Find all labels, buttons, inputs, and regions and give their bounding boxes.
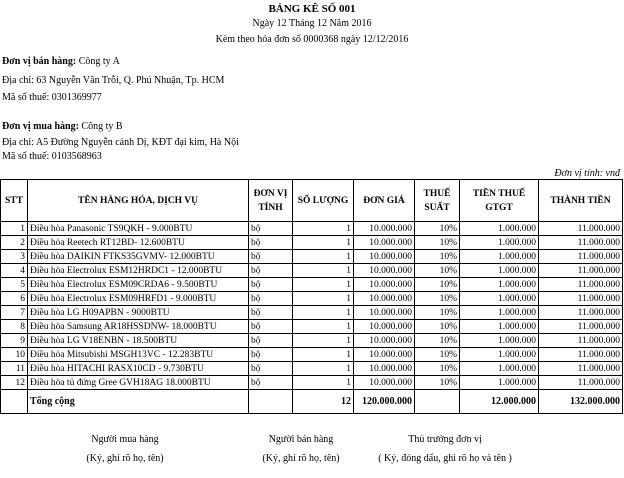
cell-tax-rate: 10% [415,236,460,250]
cell-tax-amount: 1.000.000 [460,376,539,390]
cell-qty: 1 [293,292,354,306]
table-row [1,362,623,376]
col-header-amount: THÀNH TIỀN [539,180,623,222]
cell-stt: 6 [1,292,28,306]
signature-buyer [60,434,190,464]
cell-qty: 1 [293,250,354,264]
seller-address: Địa chỉ: 63 Nguyễn Văn Trỗi, Q. Phú Nhuận, Tp. HCM [2,75,225,86]
cell-stt: 3 [1,250,28,264]
table-row [1,264,623,278]
cell-item-name: Điều hòa Electrolux ESM09CRDA6 - 9.500BTU [28,278,249,292]
cell-qty: 1 [293,278,354,292]
document-title: BẢNG KÊ SỐ 001 [268,3,356,15]
cell-price: 10.000.000 [354,320,415,334]
cell-item-name: Điều hòa Mitsubishi MSGH13VC - 12.283BTU [28,348,249,362]
cell-amount: 11.000.000 [539,222,623,236]
cell-tax-amount: 1.000.000 [460,320,539,334]
signature-role: Người mua hàng [91,434,159,445]
cell-tax-amount: 1.000.000 [460,278,539,292]
cell-stt: 12 [1,376,28,390]
buyer-address: Địa chỉ: A5 Đường Nguyễn cảnh Dị, KĐT đại kim, Hà Nội [2,137,239,148]
table-row [1,236,623,250]
cell-qty: 1 [293,264,354,278]
buyer-name: Công ty B [81,121,123,132]
total-stt-cell [1,390,28,414]
signature-role: Người bán hàng [268,434,334,445]
col-header-tax-rate: THUẾ SUẤT [415,180,460,222]
cell-item-name: Điều hòa LG H09APBN - 9000BTU [28,306,249,320]
cell-item-name: Điều hòa Samsung AR18HSSDNW- 18.000BTU [28,320,249,334]
cell-qty: 1 [293,362,354,376]
total-label: Tổng cộng [28,390,249,414]
signature-director [365,434,525,464]
cell-unit: bộ [249,278,293,292]
table-row [1,292,623,306]
cell-item-name: Điều hòa tủ đứng Gree GVH18AG 18.000BTU [28,376,249,390]
cell-unit: bộ [249,222,293,236]
cell-price: 10.000.000 [354,236,415,250]
total-amount: 132.000.000 [539,390,623,414]
cell-amount: 11.000.000 [539,334,623,348]
cell-amount: 11.000.000 [539,250,623,264]
table-row [1,376,623,390]
cell-tax-rate: 10% [415,348,460,362]
cell-stt: 9 [1,334,28,348]
cell-qty: 1 [293,376,354,390]
table-row [1,320,623,334]
total-price: 120.000.000 [354,390,415,414]
cell-tax-amount: 1.000.000 [460,264,539,278]
cell-tax-amount: 1.000.000 [460,348,539,362]
cell-tax-rate: 10% [415,264,460,278]
cell-tax-rate: 10% [415,250,460,264]
cell-unit: bộ [249,250,293,264]
document-date: Ngày 12 Tháng 12 Năm 2016 [252,18,372,29]
cell-stt: 7 [1,306,28,320]
cell-tax-amount: 1.000.000 [460,362,539,376]
cell-price: 10.000.000 [354,292,415,306]
cell-tax-rate: 10% [415,362,460,376]
total-row [1,390,623,414]
cell-price: 10.000.000 [354,250,415,264]
cell-unit: bộ [249,334,293,348]
table-row [1,348,623,362]
cell-tax-rate: 10% [415,376,460,390]
seller-label: Đơn vị bán hàng: [2,56,77,67]
cell-unit: bộ [249,320,293,334]
col-header-stt: STT [1,180,28,222]
cell-stt: 11 [1,362,28,376]
cell-price: 10.000.000 [354,362,415,376]
cell-unit: bộ [249,236,293,250]
cell-tax-rate: 10% [415,334,460,348]
cell-tax-amount: 1.000.000 [460,236,539,250]
total-unit-cell [249,390,293,414]
signature-note: (Ký, ghi rõ họ, tên) [86,453,164,464]
buyer-label: Đơn vị mua hàng: [2,121,79,132]
cell-tax-amount: 1.000.000 [460,306,539,320]
cell-item-name: Điều hòa HITACHI RASX10CD - 9.730BTU [28,362,249,376]
cell-stt: 4 [1,264,28,278]
col-header-qty: SỐ LƯỢNG [293,180,354,222]
table-header-row [1,180,623,222]
cell-unit: bộ [249,376,293,390]
cell-amount: 11.000.000 [539,348,623,362]
cell-stt: 10 [1,348,28,362]
cell-item-name: Điều hòa Reetech RT12BD- 12.600BTU [28,236,249,250]
table-row [1,278,623,292]
col-header-price: ĐƠN GIÁ [354,180,415,222]
signature-seller [236,434,366,464]
table-row [1,306,623,320]
cell-price: 10.000.000 [354,306,415,320]
cell-price: 10.000.000 [354,348,415,362]
cell-qty: 1 [293,236,354,250]
cell-tax-amount: 1.000.000 [460,222,539,236]
cell-item-name: Điều hòa LG V18ENBN - 18.500BTU [28,334,249,348]
cell-stt: 1 [1,222,28,236]
cell-unit: bộ [249,362,293,376]
total-tax-rate-cell [415,390,460,414]
table-row [1,222,623,236]
cell-item-name: Điều hòa DAIKIN FTKS35GVMV- 12.000BTU [28,250,249,264]
cell-amount: 11.000.000 [539,376,623,390]
cell-tax-amount: 1.000.000 [460,292,539,306]
cell-price: 10.000.000 [354,334,415,348]
cell-unit: bộ [249,348,293,362]
cell-amount: 11.000.000 [539,292,623,306]
unit-note: Đơn vị tính: vnđ [554,168,620,179]
table-row [1,250,623,264]
total-tax: 12.000.000 [460,390,539,414]
col-header-tax-amount: TIỀN THUẾ GTGT [460,180,539,222]
cell-price: 10.000.000 [354,278,415,292]
col-header-unit: ĐƠN VỊ TÍNH [249,180,293,222]
invoice-reference: Kèm theo hóa đơn số 0000368 ngày 12/12/2016 [215,34,409,45]
signature-role: Thủ trưởng đơn vị [408,434,482,445]
signature-note: ( Ký, đóng dấu, ghi rõ họ và tên ) [378,453,512,464]
cell-amount: 11.000.000 [539,264,623,278]
cell-item-name: Điều hòa Electrolux ESM12HRDC1 - 12.000BTU [28,264,249,278]
total-qty: 12 [293,390,354,414]
seller-name: Công ty A [78,56,120,67]
cell-tax-rate: 10% [415,278,460,292]
seller-tax-code: Mã số thuế: 0301369977 [2,92,102,103]
cell-qty: 1 [293,320,354,334]
cell-tax-rate: 10% [415,320,460,334]
buyer-line [2,121,123,132]
cell-unit: bộ [249,264,293,278]
cell-price: 10.000.000 [354,264,415,278]
cell-item-name: Điều hòa Electrolux ESM09HRFD1 - 9.000BTU [28,292,249,306]
cell-price: 10.000.000 [354,222,415,236]
buyer-tax-code: Mã số thuế: 0103568963 [2,151,102,162]
cell-tax-rate: 10% [415,306,460,320]
cell-stt: 2 [1,236,28,250]
cell-qty: 1 [293,222,354,236]
cell-amount: 11.000.000 [539,362,623,376]
cell-unit: bộ [249,306,293,320]
table-row [1,334,623,348]
cell-tax-amount: 1.000.000 [460,334,539,348]
cell-qty: 1 [293,306,354,320]
cell-unit: bộ [249,292,293,306]
cell-stt: 5 [1,278,28,292]
cell-tax-rate: 10% [415,222,460,236]
cell-item-name: Điều hòa Panasonic TS9QKH - 9.000BTU [28,222,249,236]
cell-tax-rate: 10% [415,292,460,306]
goods-table [0,179,623,414]
cell-stt: 8 [1,320,28,334]
cell-qty: 1 [293,348,354,362]
cell-price: 10.000.000 [354,376,415,390]
signature-note: (Ký, ghi rõ họ, tên) [262,453,340,464]
cell-amount: 11.000.000 [539,320,623,334]
cell-qty: 1 [293,334,354,348]
col-header-name: TÊN HÀNG HÓA, DỊCH VỤ [28,180,249,222]
seller-line [2,56,120,67]
cell-amount: 11.000.000 [539,236,623,250]
cell-tax-amount: 1.000.000 [460,250,539,264]
cell-amount: 11.000.000 [539,306,623,320]
cell-amount: 11.000.000 [539,278,623,292]
